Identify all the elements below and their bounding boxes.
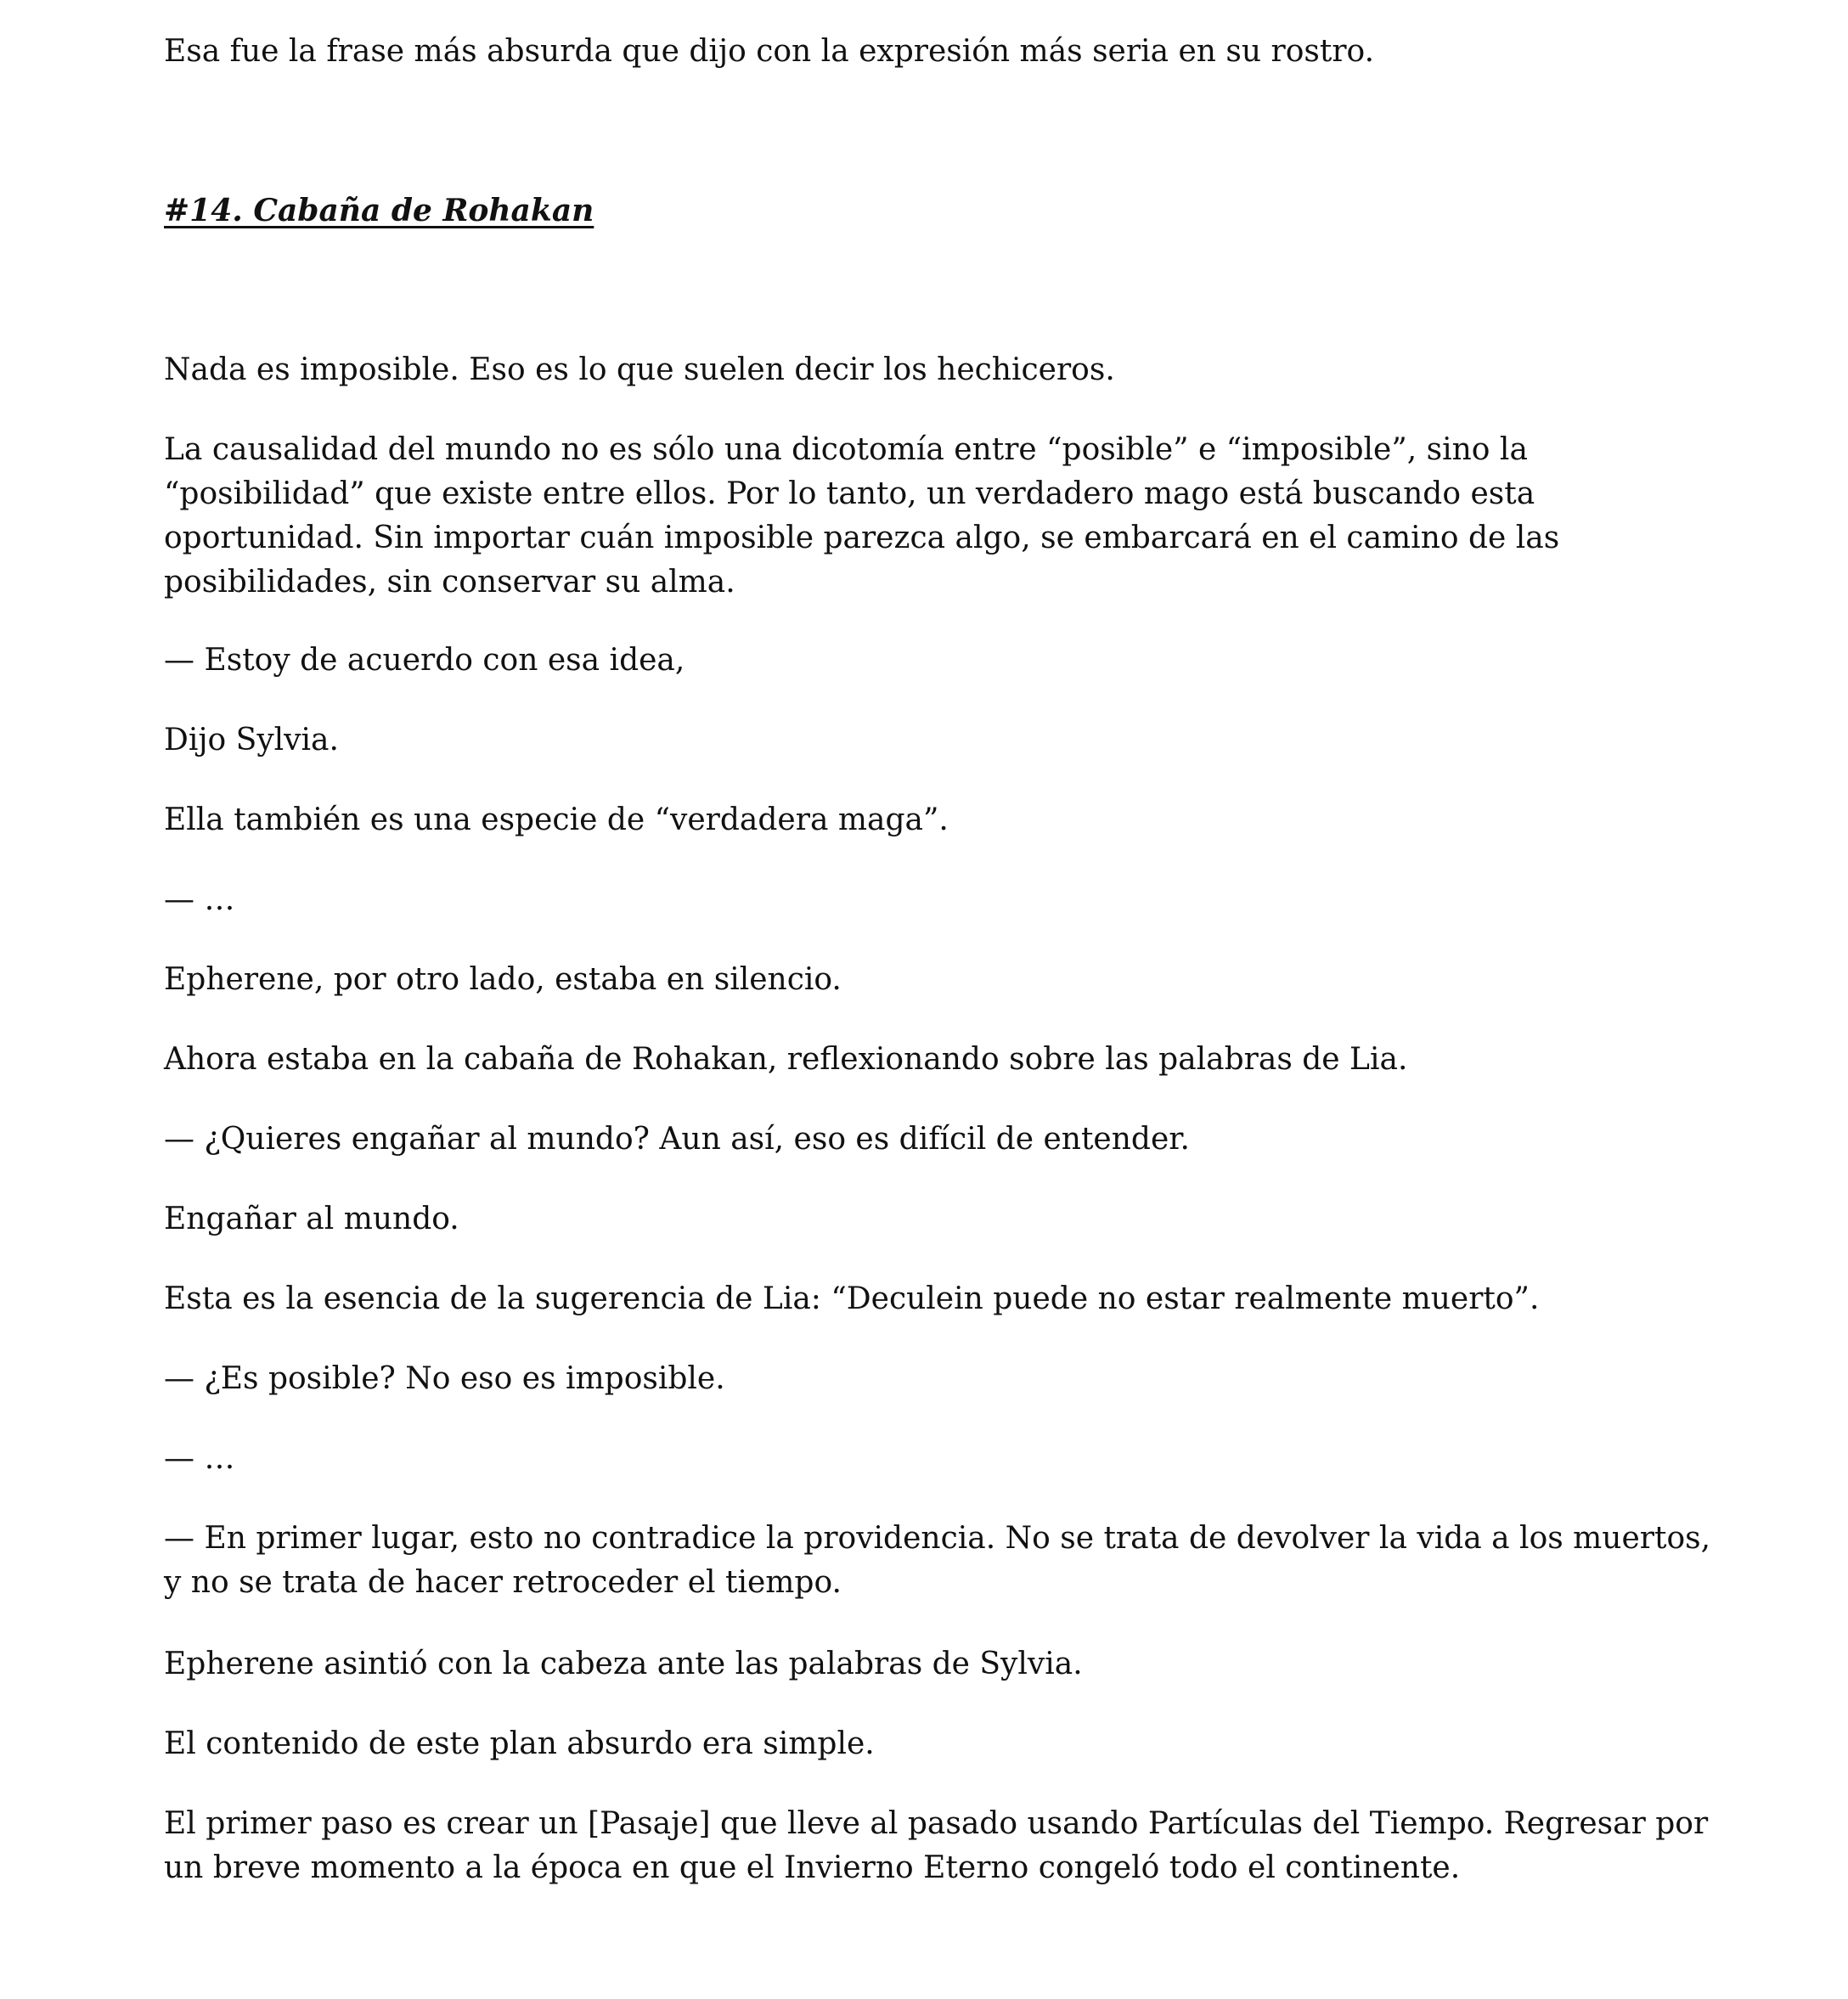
paragraph-line: — … bbox=[164, 1441, 235, 1476]
paragraph bbox=[164, 1357, 725, 1401]
paragraph bbox=[164, 798, 949, 842]
chapter-heading: #14. Cabaña de Rohakan bbox=[164, 193, 594, 228]
paragraph bbox=[164, 878, 234, 922]
paragraph bbox=[164, 1197, 459, 1242]
paragraph-line: “posibilidad” que existe entre ellos. Por lo tanto, un verdadero mago está buscando esta bbox=[164, 476, 1535, 511]
paragraph bbox=[164, 1722, 875, 1766]
paragraph bbox=[164, 428, 1559, 605]
paragraph bbox=[164, 1038, 1407, 1082]
paragraph-line: La causalidad del mundo no es sólo una dicotomía entre “posible” e “imposible”, sino la bbox=[164, 432, 1528, 467]
paragraph bbox=[164, 718, 339, 763]
paragraph-line: — ¿Es posible? No eso es imposible. bbox=[164, 1361, 725, 1396]
paragraph-line: oportunidad. Sin importar cuán imposible parezca algo, se embarcará en el camino de las bbox=[164, 521, 1560, 555]
paragraph bbox=[164, 1802, 1708, 1890]
paragraph-line: Nada es imposible. Eso es lo que suelen decir los hechiceros. bbox=[164, 352, 1115, 387]
paragraph-line: Engañar al mundo. bbox=[164, 1202, 459, 1236]
paragraph-line: y no se trata de hacer retroceder el tiempo. bbox=[164, 1565, 842, 1600]
paragraph bbox=[164, 1517, 1710, 1605]
paragraph-line: — Estoy de acuerdo con esa idea, bbox=[164, 643, 685, 678]
paragraph-line: un breve momento a la época en que el Invierno Eterno congeló todo el continente. bbox=[164, 1850, 1461, 1885]
paragraph bbox=[164, 1642, 1083, 1686]
paragraph-line: Epherene asintió con la cabeza ante las palabras de Sylvia. bbox=[164, 1647, 1083, 1681]
paragraph-line: Epherene, por otro lado, estaba en silencio. bbox=[164, 962, 842, 997]
paragraph-line: El contenido de este plan absurdo era simple. bbox=[164, 1726, 875, 1761]
paragraph-line: — ¿Quieres engañar al mundo? Aun así, eso es difícil de entender. bbox=[164, 1122, 1190, 1157]
paragraph bbox=[164, 1118, 1190, 1162]
paragraph-line: Esta es la esencia de la sugerencia de Lia: “Deculein puede no estar realmente muerto”. bbox=[164, 1281, 1540, 1316]
paragraph-line: Ahora estaba en la cabaña de Rohakan, reflexionando sobre las palabras de Lia. bbox=[164, 1042, 1408, 1077]
paragraph-line: Dijo Sylvia. bbox=[164, 723, 339, 757]
paragraph bbox=[164, 958, 842, 1002]
intro-line: Esa fue la frase más absurda que dijo con la expresión más seria en su rostro. bbox=[164, 34, 1375, 69]
paragraph-line: — En primer lugar, esto no contradice la providencia. No se trata de devolver la vida a los muertos, bbox=[164, 1521, 1711, 1556]
paragraph bbox=[164, 1437, 234, 1481]
paragraph-line: posibilidades, sin conservar su alma. bbox=[164, 565, 735, 600]
paragraph bbox=[164, 1277, 1539, 1321]
paragraph-line: — … bbox=[164, 882, 235, 917]
paragraph bbox=[164, 348, 1115, 392]
paragraph-line: Ella también es una especie de “verdadera maga”. bbox=[164, 802, 949, 837]
paragraph-line: El primer paso es crear un [Pasaje] que lleve al pasado usando Partículas del Tiempo. Regresar por bbox=[164, 1806, 1709, 1841]
paragraph bbox=[164, 639, 685, 683]
